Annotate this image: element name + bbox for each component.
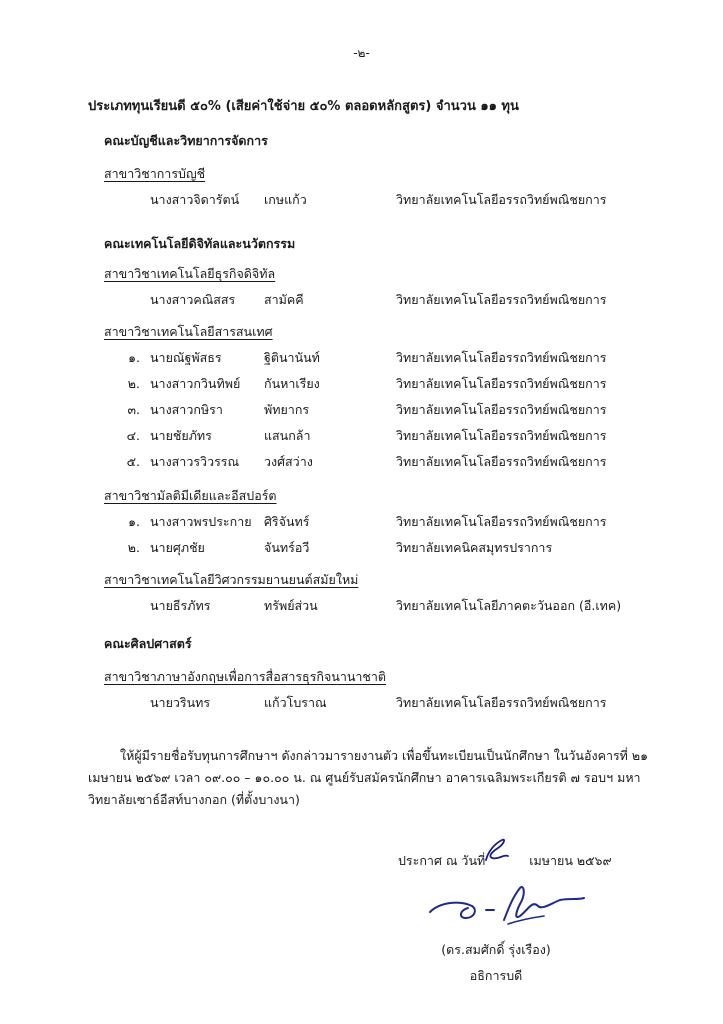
recipient-first-name: นางสาวจิดารัตน์ xyxy=(150,192,240,207)
recipient-first-name: นายณัฐพัสธร xyxy=(150,350,222,365)
recipient-college: วิทยาลัยเทคโนโลยีอรรถวิทย์พณิชยการ xyxy=(396,192,607,207)
recipient-last-name: ศิริจันทร์ xyxy=(264,514,310,529)
faculty-heading: คณะบัญชีและวิทยาการจัดการ xyxy=(104,133,268,148)
recipient-last-name: แสนกล้า xyxy=(264,428,311,443)
recipient-college: วิทยาลัยเทคโนโลยีอรรถวิทย์พณิชยการ xyxy=(396,350,607,365)
faculty-heading: คณะศิลปศาสตร์ xyxy=(104,636,192,651)
recipient-last-name: ฐิตินานันท์ xyxy=(264,350,320,365)
department-heading: สาขาวิชาภาษาอังกฤษเพื่อการสื่อสารธุรกิจนานาชาติ xyxy=(104,669,387,684)
page-number: -๒- xyxy=(353,46,370,60)
department-heading: สาขาวิชาเทคโนโลยีสารสนเทศ xyxy=(104,324,273,339)
department-heading: สาขาวิชาการบัญชี xyxy=(104,166,206,181)
recipient-college: วิทยาลัยเทคโนโลยีอรรถวิทย์พณิชยการ xyxy=(396,695,607,710)
recipient-first-name: นางสาวกษิรา xyxy=(150,402,223,417)
recipient-last-name: เกษแก้ว xyxy=(264,192,307,207)
recipient-last-name: พัทยากร xyxy=(264,402,310,417)
recipient-number: ๕. xyxy=(126,454,140,469)
recipient-number: ๑. xyxy=(128,514,140,529)
recipient-college: วิทยาลัยเทคโนโลยีอรรถวิทย์พณิชยการ xyxy=(396,376,607,391)
handwritten-day-mark xyxy=(478,834,518,866)
recipient-first-name: นายชัยภัทร xyxy=(150,428,212,443)
recipient-last-name: กันหาเรียง xyxy=(264,376,320,391)
department-heading: สาขาวิชามัลติมีเดียและอีสปอร์ต xyxy=(104,488,277,503)
recipient-first-name: นายศุภชัย xyxy=(150,540,205,555)
recipient-college: วิทยาลัยเทคโนโลยีภาคตะวันออก (อี.เทค) xyxy=(396,598,622,613)
department-heading: สาขาวิชาเทคโนโลยีวิศวกรรมยานยนต์สมัยใหม่ xyxy=(104,572,359,587)
recipient-number: ๓. xyxy=(127,402,140,417)
recipient-last-name: แก้วโบราณ xyxy=(264,695,327,710)
recipient-last-name: วงศ์สว่าง xyxy=(264,454,313,469)
recipient-college: วิทยาลัยเทคโนโลยีอรรถวิทย์พณิชยการ xyxy=(396,292,607,307)
signer-name: (ดร.สมศักดิ์ รุ่งเรือง) xyxy=(441,942,551,957)
recipient-college: วิทยาลัยเทคโนโลยีอรรถวิทย์พณิชยการ xyxy=(396,454,607,469)
recipient-first-name: นางสาวคณิสสร xyxy=(150,292,236,307)
recipient-college: วิทยาลัยเทคโนโลยีอรรถวิทย์พณิชยการ xyxy=(396,514,607,529)
recipient-number: ๔. xyxy=(126,428,140,443)
recipient-college: วิทยาลัยเทคโนโลยีอรรถวิทย์พณิชยการ xyxy=(396,428,607,443)
department-heading: สาขาวิชาเทคโนโลยีธุรกิจดิจิทัล xyxy=(104,266,276,281)
announcement-date: ประกาศ ณ วันที่ เมษายน ๒๕๖๙ xyxy=(398,853,612,868)
recipient-first-name: นางสาวพรประกาย xyxy=(150,514,252,529)
recipient-first-name: นายวรินทร xyxy=(150,695,211,710)
recipient-first-name: นายธีรภัทร xyxy=(150,598,211,613)
recipient-number: ๑. xyxy=(128,350,140,365)
report-instructions: ให้ผู้มีรายชื่อรับทุนการศึกษาฯ ดังกล่าวมารายงานตัว เพื่อขึ้นทะเบียนเป็นนักศึกษา ในวันอังคารที่ ๒๑ เมษายน ๒๕๖๙ เวลา ๐๙.๐๐ – ๑๐.๐๐ น. ณ ศูนย์รับสมัครนักศึกษา อาคารเฉลิมพระเกียรติ ๗ รอบฯ มหาวิทยาลัยเซาธ์อีสท์บางกอก (ที่ตั้งบางนา) xyxy=(88,748,649,807)
recipient-number: ๒. xyxy=(127,376,140,391)
recipient-last-name: ทรัพย์ส่วน xyxy=(264,598,318,613)
recipient-first-name: นางสาวกวินทิพย์ xyxy=(150,376,241,391)
signer-title: อธิการบดี xyxy=(469,968,523,983)
recipient-number: ๒. xyxy=(127,540,140,555)
recipient-college: วิทยาลัยเทคนิคสมุทรปราการ xyxy=(396,540,553,555)
recipient-college: วิทยาลัยเทคโนโลยีอรรถวิทย์พณิชยการ xyxy=(396,402,607,417)
scholarship-title: ประเภททุนเรียนดี ๕๐% (เสียค่าใช้จ่าย ๕๐% ตลอดหลักสูตร) จำนวน ๑๑ ทุน xyxy=(88,99,519,114)
signature xyxy=(420,880,590,940)
recipient-first-name: นางสาวรวิวรรณ xyxy=(150,454,240,469)
faculty-heading: คณะเทคโนโลยีดิจิทัลและนวัตกรรม xyxy=(104,236,296,251)
recipient-last-name: สามัคคี xyxy=(264,292,304,307)
recipient-last-name: จันทร์อวี xyxy=(264,540,310,555)
